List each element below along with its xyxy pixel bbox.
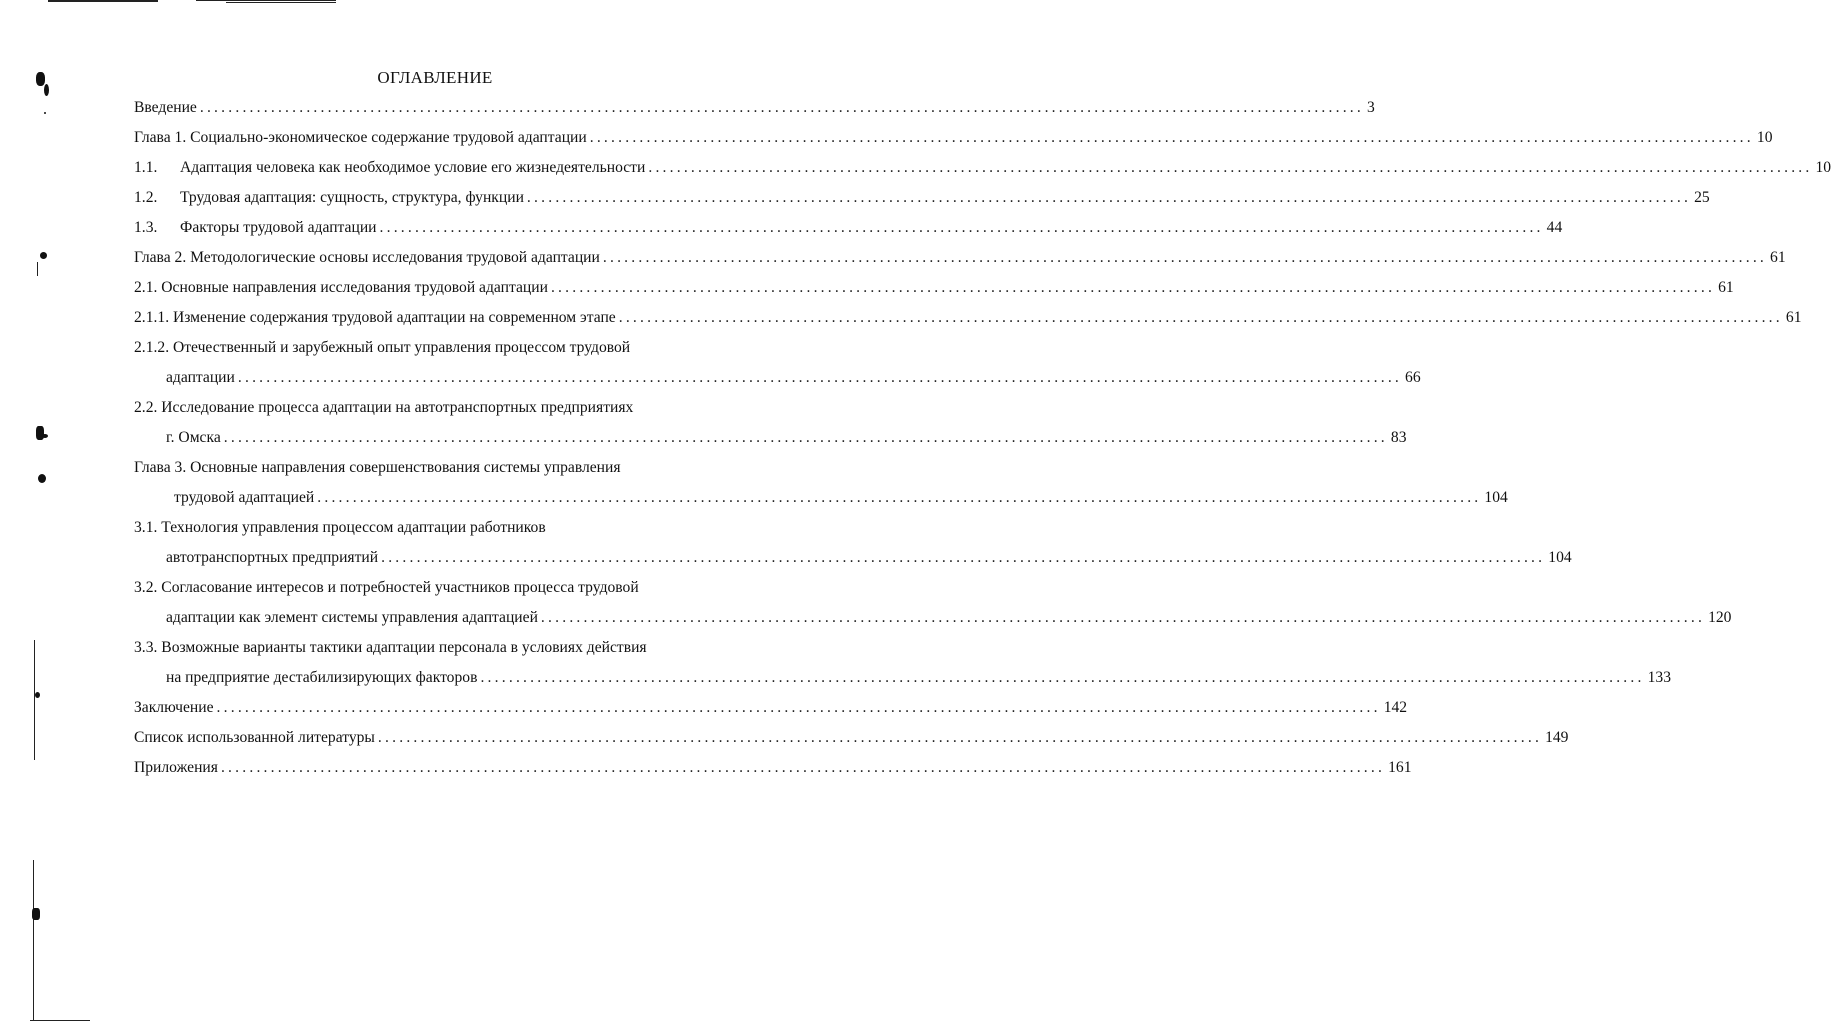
toc-entry[interactable]	[134, 99, 1375, 123]
toc-page-number: 61	[1718, 279, 1734, 296]
dot-leader: ....................................................................................................................................................................	[602, 249, 1768, 266]
toc-entry[interactable]	[134, 159, 1831, 183]
dot-leader: ....................................................................................................................................................................	[237, 369, 1403, 386]
toc-entry-number: 1.1.	[134, 159, 158, 176]
toc-entry[interactable]	[134, 309, 1802, 333]
toc-page-number: 161	[1388, 759, 1412, 776]
toc-entry-text: 2.1.2. Отечественный и зарубежный опыт управления процессом трудовой	[134, 339, 631, 356]
toc-entry-text: Адаптация человека как необходимое условие его жизнедеятельности	[180, 159, 646, 176]
toc-page-number: 44	[1546, 219, 1563, 236]
scan-speck	[36, 426, 44, 440]
toc-entry-text: Заключение	[134, 699, 214, 716]
toc-entry-text: Трудовая адаптация: сущность, структура, функции	[180, 189, 524, 206]
scan-speck	[35, 692, 40, 698]
scan-top-line	[226, 2, 336, 3]
toc-entry-continuation[interactable]	[166, 669, 1671, 693]
toc-entry[interactable]	[134, 249, 1786, 273]
toc-page-number: 66	[1405, 369, 1421, 386]
toc-entry-continuation[interactable]	[174, 489, 1508, 513]
dot-leader: ....................................................................................................................................................................	[381, 549, 1546, 566]
dot-leader: ....................................................................................................................................................................	[589, 129, 1754, 146]
scan-speck	[38, 474, 46, 483]
page-title: ОГЛАВЛЕНИЕ	[377, 68, 493, 87]
toc-entry-text: 2.1. Основные направления исследования трудовой адаптации	[134, 279, 548, 296]
scan-speck	[32, 908, 40, 920]
toc-entry[interactable]	[134, 339, 739, 363]
toc-entry[interactable]	[134, 129, 1773, 153]
toc-entry-continuation[interactable]	[166, 429, 1407, 453]
dot-leader: ....................................................................................................................................................................	[377, 729, 1543, 746]
toc-entry-text: Приложения	[134, 759, 218, 776]
toc-entry[interactable]	[134, 759, 1412, 783]
scan-speck	[42, 434, 48, 438]
scan-bottom-line	[30, 1020, 90, 1021]
dot-leader: ....................................................................................................................................................................	[199, 99, 1365, 116]
toc-entry[interactable]	[134, 639, 739, 663]
toc-page-number: 120	[1708, 609, 1732, 626]
toc-entry-text: адаптации как элемент системы управления адаптацией	[166, 609, 538, 626]
toc-entry[interactable]	[134, 579, 739, 603]
toc-page-number: 149	[1545, 729, 1569, 746]
toc-entry[interactable]	[134, 729, 1569, 753]
toc-entry[interactable]	[134, 189, 1710, 213]
toc-page-number: 61	[1785, 309, 1802, 326]
toc-page-number: 104	[1548, 549, 1572, 566]
toc-page-number: 61	[1770, 249, 1786, 266]
scan-speck	[40, 252, 47, 259]
toc-entry-number: 1.2.	[134, 189, 158, 206]
toc-entry-continuation[interactable]	[166, 549, 1572, 573]
toc-entry-text: 3.2. Согласование интересов и потребностей участников процесса трудовой	[134, 579, 639, 596]
toc-entry-text: 3.1. Технология управления процессом адаптации работников	[134, 519, 546, 536]
toc-entry[interactable]	[134, 279, 1734, 303]
toc-entry[interactable]	[134, 459, 739, 483]
toc-entry-text: 2.1.1. Изменение содержания трудовой адаптации на современном этапе	[134, 309, 616, 326]
toc-entry-continuation[interactable]	[166, 609, 1732, 633]
toc-entry-text: автотранспортных предприятий	[166, 549, 379, 566]
toc-entry[interactable]	[134, 519, 739, 543]
scan-top-line	[196, 0, 336, 1]
toc-page-number: 10	[1756, 129, 1773, 146]
dot-leader: ....................................................................................................................................................................	[220, 759, 1386, 776]
toc-page-number: 83	[1390, 429, 1407, 446]
toc-entry-text: Глава 1. Социально-экономическое содержание трудовой адаптации	[134, 129, 587, 146]
scan-top-line	[48, 0, 158, 2]
dot-leader: ....................................................................................................................................................................	[550, 279, 1716, 296]
toc-page-number: 133	[1647, 669, 1671, 686]
toc-entry-text: на предприятие дестабилизирующих факторов	[166, 669, 478, 686]
toc-entry[interactable]	[134, 699, 1408, 723]
dot-leader: ....................................................................................................................................................................	[480, 669, 1645, 686]
dot-leader: ....................................................................................................................................................................	[618, 309, 1783, 326]
dot-leader: ....................................................................................................................................................................	[216, 699, 1381, 716]
scan-margin-line	[33, 860, 34, 1020]
toc-entry[interactable]	[134, 399, 739, 423]
toc-page-number: 10	[1815, 159, 1831, 176]
toc-entry-text: Глава 3. Основные направления совершенствования системы управления	[134, 459, 621, 476]
toc-entry-text: Глава 2. Методологические основы исследования трудовой адаптации	[134, 249, 600, 266]
dot-leader: ....................................................................................................................................................................	[526, 189, 1692, 206]
toc-entry-text: г. Омска	[166, 429, 221, 446]
toc-page-number: 3	[1367, 99, 1375, 116]
toc-entry-text: 2.2. Исследование процесса адаптации на автотранспортных предприятиях	[134, 399, 634, 416]
toc-entry-text: адаптации	[166, 369, 235, 386]
toc-page-number: 104	[1484, 489, 1508, 506]
toc-entry-text: Факторы трудовой адаптации	[180, 219, 377, 236]
toc-entry-text: трудовой адаптацией	[174, 489, 315, 506]
toc-page-number: 142	[1383, 699, 1408, 716]
toc-entry-text: 3.3. Возможные варианты тактики адаптации персонала в условиях действия	[134, 639, 647, 656]
toc-entry-text: Список использованной литературы	[134, 729, 375, 746]
toc-entry[interactable]	[134, 219, 1563, 243]
toc-page-number: 25	[1694, 189, 1710, 206]
dot-leader: ....................................................................................................................................................................	[317, 489, 1482, 506]
scan-margin-line	[37, 262, 38, 276]
scan-margin-line	[34, 640, 35, 760]
toc-entry-text: Введение	[134, 99, 197, 116]
scan-speck	[44, 112, 46, 114]
toc-entry-continuation[interactable]	[166, 369, 1421, 393]
toc-entry-number: 1.3.	[134, 219, 158, 236]
dot-leader: ....................................................................................................................................................................	[648, 159, 1813, 176]
dot-leader: ....................................................................................................................................................................	[540, 609, 1706, 626]
dot-leader: ....................................................................................................................................................................	[379, 219, 1544, 236]
dot-leader: ....................................................................................................................................................................	[223, 429, 1388, 446]
